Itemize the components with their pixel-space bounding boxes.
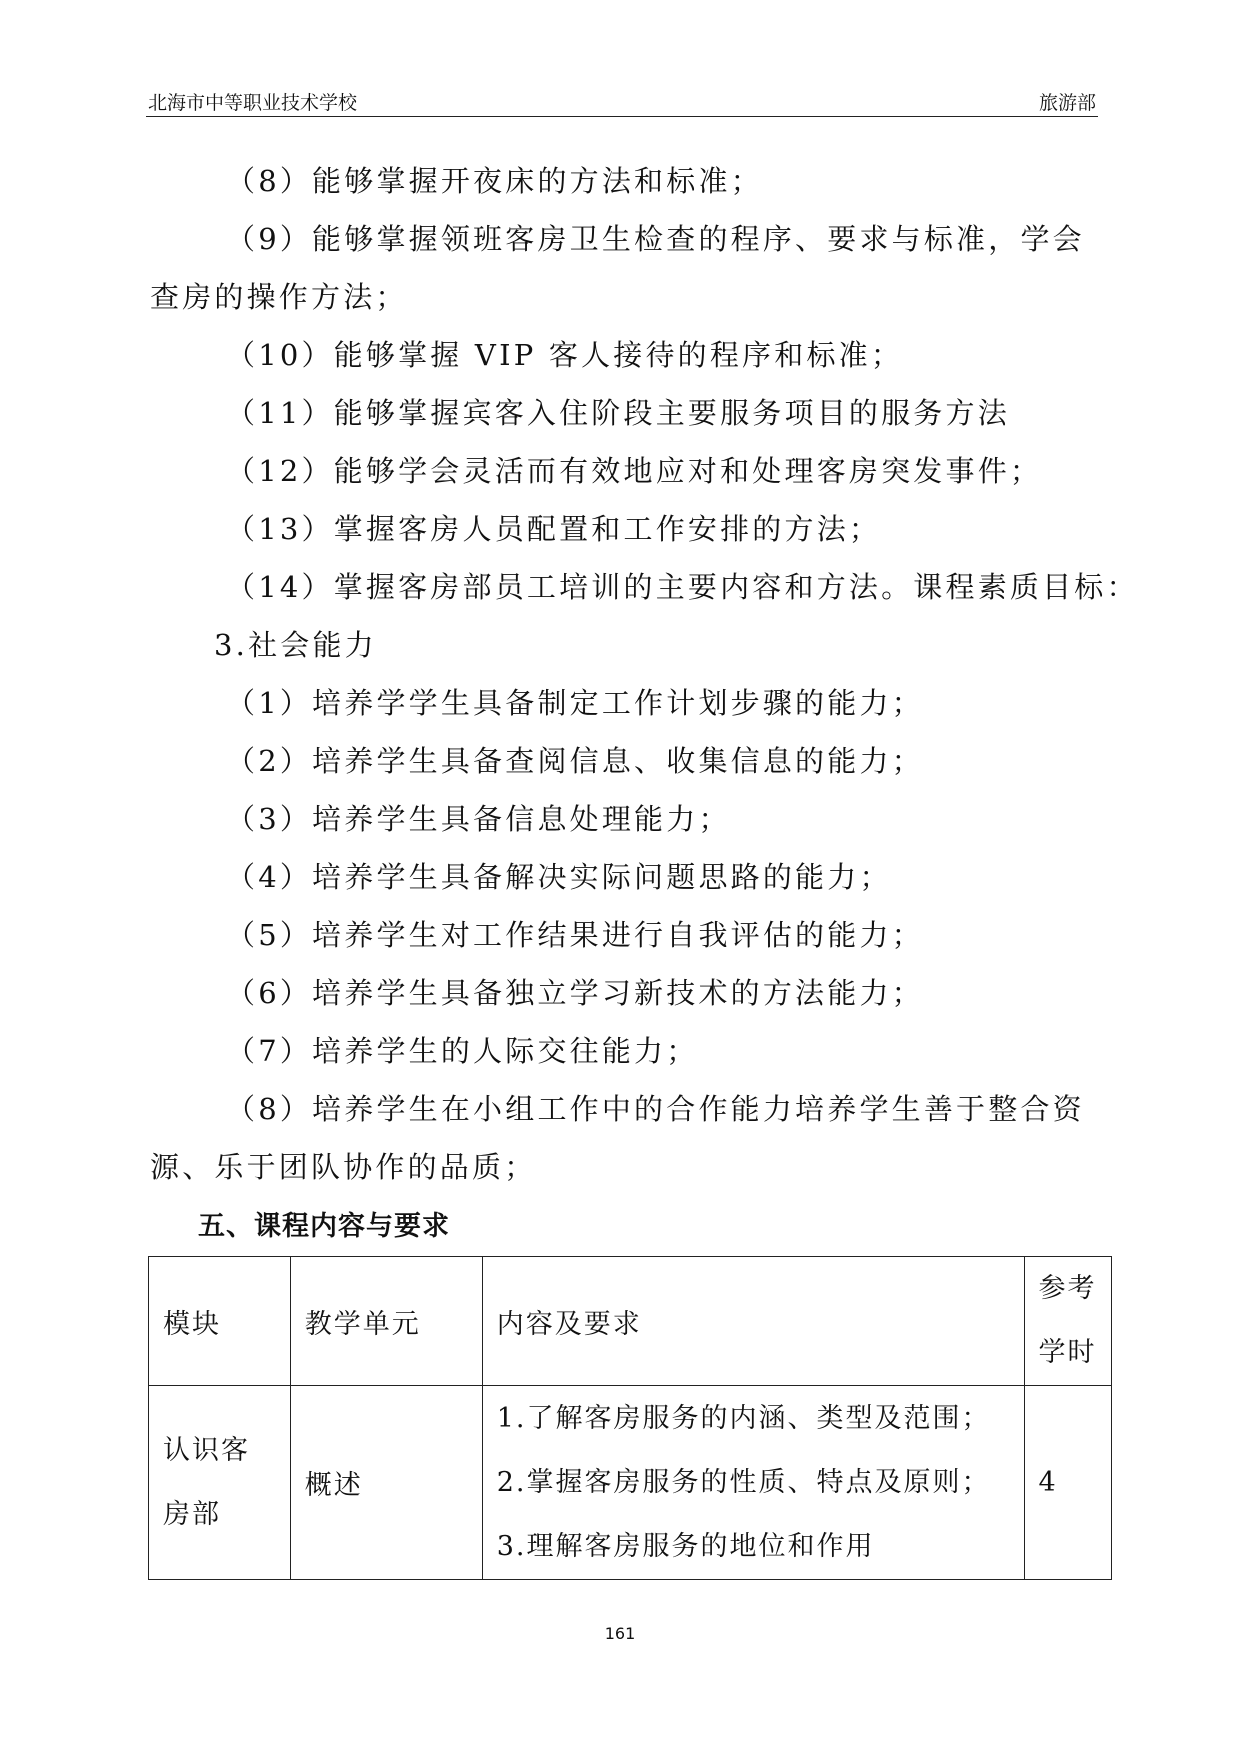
paragraph-line: （8）能够掌握开夜床的方法和标准； bbox=[226, 164, 763, 198]
content-item: 2.掌握客房服务的性质、特点及原则； bbox=[496, 1466, 991, 1498]
header-content: 内容及要求 bbox=[482, 1257, 1024, 1386]
paragraph-line: （14）掌握客房部员工培训的主要内容和方法。课程素质目标： bbox=[226, 570, 1139, 604]
school-name: 北海市中等职业技术学校 bbox=[148, 92, 358, 114]
paragraph-line: （10）能够掌握 VIP 客人接待的程序和标准； bbox=[226, 338, 904, 372]
course-content-table bbox=[148, 1256, 1112, 1580]
paragraph-line: （4）培养学生具备解决实际问题思路的能力； bbox=[226, 860, 892, 894]
paragraph-line: （11）能够掌握宾客入住阶段主要服务项目的服务方法 bbox=[226, 396, 1010, 430]
module-line1: 认识客 bbox=[163, 1434, 250, 1466]
cell-module bbox=[149, 1386, 291, 1580]
paragraph-line: 查房的操作方法； bbox=[150, 280, 408, 314]
paragraph-line: （12）能够学会灵活而有效地应对和处理客房突发事件； bbox=[226, 454, 1043, 488]
paragraph-line: （7）培养学生的人际交往能力； bbox=[226, 1034, 699, 1068]
header-module: 模块 bbox=[149, 1257, 291, 1386]
content-item: 3.理解客房服务的地位和作用 bbox=[496, 1530, 875, 1562]
department-name: 旅游部 bbox=[1038, 92, 1096, 114]
header-hours-line2: 学时 bbox=[1038, 1337, 1097, 1368]
paragraph-line: （8）培养学生在小组工作中的合作能力培养学生善于整合资 bbox=[226, 1092, 1085, 1126]
table-header-row bbox=[149, 1257, 1112, 1386]
module-line2: 房部 bbox=[163, 1498, 221, 1530]
header-hours bbox=[1024, 1257, 1111, 1386]
content-item: 1.了解客房服务的内涵、类型及范围； bbox=[496, 1402, 991, 1434]
paragraph-line: （9）能够掌握领班客房卫生检查的程序、要求与标准，学会 bbox=[226, 222, 1085, 256]
paragraph-line: （6）培养学生具备独立学习新技术的方法能力； bbox=[226, 976, 924, 1010]
header-unit: 教学单元 bbox=[290, 1257, 482, 1386]
paragraph-line: 源、乐于团队协作的品质； bbox=[150, 1150, 537, 1184]
subsection-heading: 3.社会能力 bbox=[214, 628, 377, 662]
page-number: 161 bbox=[604, 1624, 636, 1643]
body-text bbox=[150, 152, 1139, 1196]
paragraph-line: （13）掌握客房人员配置和工作安排的方法； bbox=[226, 512, 882, 546]
cell-content bbox=[482, 1386, 1024, 1580]
table-row bbox=[149, 1386, 1112, 1580]
paragraph-line: （3）培养学生具备信息处理能力； bbox=[226, 802, 731, 836]
cell-unit: 概述 bbox=[290, 1386, 482, 1580]
paragraph-line: （2）培养学生具备查阅信息、收集信息的能力； bbox=[226, 744, 924, 778]
section-title: 五、课程内容与要求 bbox=[198, 1211, 450, 1242]
cell-hours: 4 bbox=[1024, 1386, 1111, 1580]
paragraph-line: （1）培养学学生具备制定工作计划步骤的能力； bbox=[226, 686, 924, 720]
header-hours-line1: 参考 bbox=[1038, 1273, 1097, 1304]
paragraph-line: （5）培养学生对工作结果进行自我评估的能力； bbox=[226, 918, 924, 952]
page-header bbox=[146, 86, 1098, 117]
